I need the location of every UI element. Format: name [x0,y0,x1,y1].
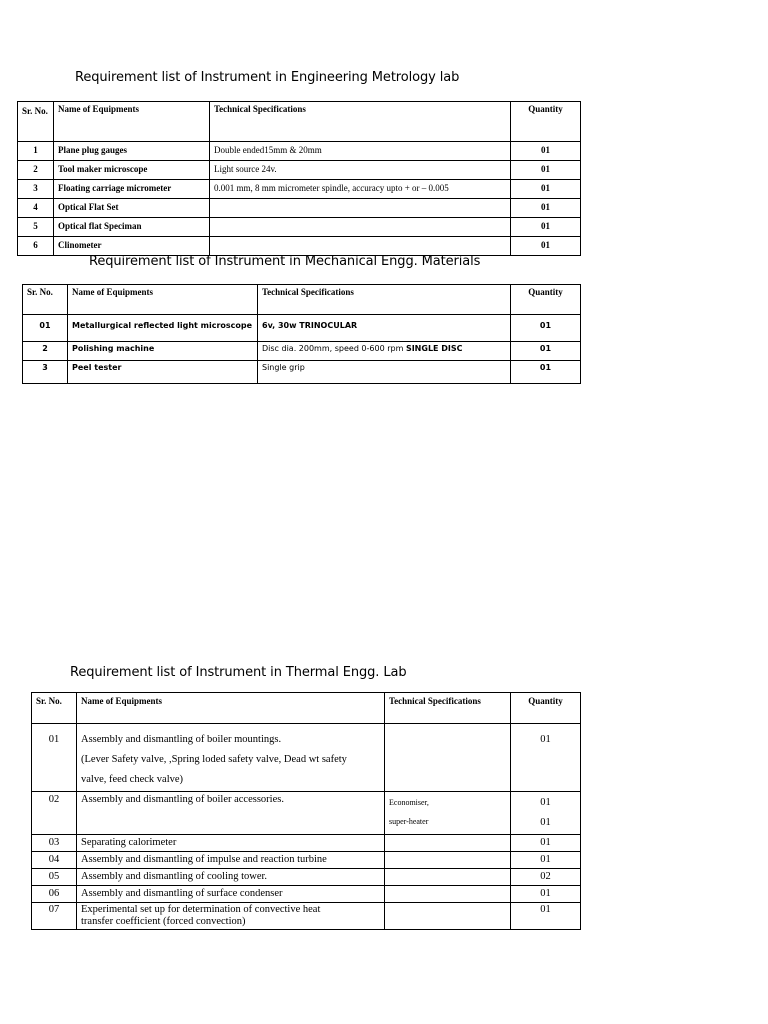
table-row [32,869,581,886]
cell-sr: 2 [23,342,68,361]
cell-spec [385,724,511,792]
table-header-row [18,102,581,142]
cell-name: Floating carriage micrometer [54,180,210,199]
cell-sr: 03 [32,835,77,852]
cell-name-line: transfer coefficient (forced convection) [81,916,246,927]
cell-name: Peel tester [68,361,258,384]
cell-qty: 02 [511,869,581,886]
cell-qty-line: 01 [540,797,551,808]
cell-sr: 6 [18,237,54,256]
table-row [18,180,581,199]
cell-qty: 01 [511,361,581,384]
cell-sr: 07 [32,903,77,930]
header-name: Name of Equipments [77,693,385,724]
cell-qty: 01 [511,142,581,161]
cell-qty: 01 [511,199,581,218]
cell-sr: 2 [18,161,54,180]
cell-sr: 05 [32,869,77,886]
cell-qty: 01 [511,903,581,930]
cell-qty: 01 [511,161,581,180]
thermal-table [31,692,581,930]
cell-sr: 1 [18,142,54,161]
cell-name: Optical flat Speciman [54,218,210,237]
cell-spec-line: Economiser, [389,798,429,807]
materials-title: Requirement list of Instrument in Mechanical Engg. Materials [89,254,481,269]
table-row [18,218,581,237]
cell-qty: 01 [511,180,581,199]
cell-name: Tool maker microscope [54,161,210,180]
cell-name [77,724,385,792]
cell-qty: 01 [511,315,581,342]
cell-name: Separating calorimeter [77,835,385,852]
cell-spec-text: Disc dia. 200mm, speed 0-600 rpm [262,344,404,353]
table-header-row [32,693,581,724]
cell-name: Clinometer [54,237,210,256]
table-row [23,315,581,342]
header-spec: Technical Specifications [210,102,511,142]
cell-spec [385,886,511,903]
cell-qty: 01 [511,342,581,361]
cell-spec: 0.001 mm, 8 mm micrometer spindle, accuracy upto + or – 0.005 [210,180,511,199]
cell-spec: Light source 24v. [210,161,511,180]
header-qty: Quantity [511,285,581,315]
cell-spec-line: super-heater [389,817,429,826]
cell-spec [210,237,511,256]
header-name: Name of Equipments [54,102,210,142]
header-sr-no: Sr. No. [18,102,54,142]
cell-name-line: valve, feed check valve) [81,774,184,785]
header-qty: Quantity [511,102,581,142]
table-row [23,342,581,361]
cell-name: Metallurgical reflected light microscope [68,315,258,342]
cell-name: Assembly and dismantling of cooling tower. [77,869,385,886]
table-row [32,792,581,835]
cell-name: Assembly and dismantling of surface condenser [77,886,385,903]
cell-name: Plane plug gauges [54,142,210,161]
cell-sr: 4 [18,199,54,218]
header-spec: Technical Specifications [258,285,511,315]
cell-spec [385,835,511,852]
cell-spec-bold: SINGLE DISC [405,344,463,353]
cell-name-line: Experimental set up for determination of convective heat [81,904,321,915]
cell-qty: 01 [511,835,581,852]
table-row [32,724,581,792]
cell-qty: 01 [511,886,581,903]
cell-qty [511,792,581,835]
table-row [18,199,581,218]
table-row [32,903,581,930]
table-row [32,835,581,852]
cell-name-line: (Lever Safety valve, ,Spring loded safety valve, Dead wt safety [81,754,347,765]
table-header-row [23,285,581,315]
table-row [18,142,581,161]
cell-sr: 5 [18,218,54,237]
metrology-table [17,101,581,256]
cell-sr: 01 [23,315,68,342]
header-qty: Quantity [511,693,581,724]
table-row [32,852,581,869]
metrology-title: Requirement list of Instrument in Engineering Metrology lab [75,70,460,85]
cell-sr: 3 [23,361,68,384]
cell-qty-line: 01 [540,817,551,828]
cell-name: Polishing machine [68,342,258,361]
header-name: Name of Equipments [68,285,258,315]
cell-name [77,903,385,930]
cell-name: Optical Flat Set [54,199,210,218]
cell-spec: 6v, 30w TRINOCULAR [258,315,511,342]
cell-sr: 04 [32,852,77,869]
thermal-title: Requirement list of Instrument in Thermal Engg. Lab [70,665,407,680]
cell-sr: 02 [32,792,77,835]
cell-spec [385,869,511,886]
cell-qty: 01 [511,218,581,237]
cell-spec [385,903,511,930]
cell-spec [258,342,511,361]
cell-sr: 06 [32,886,77,903]
cell-spec [385,792,511,835]
cell-spec [210,218,511,237]
table-row [23,361,581,384]
cell-qty: 01 [511,852,581,869]
cell-spec [385,852,511,869]
table-row [32,886,581,903]
cell-spec: Single grip [258,361,511,384]
header-sr-no: Sr. No. [32,693,77,724]
cell-sr: 3 [18,180,54,199]
materials-table [22,284,581,384]
cell-spec [210,199,511,218]
cell-name: Assembly and dismantling of impulse and reaction turbine [77,852,385,869]
cell-qty: 01 [511,237,581,256]
cell-name-line: Assembly and dismantling of boiler mountings. [81,734,282,745]
table-row [18,237,581,256]
cell-sr: 01 [32,724,77,792]
header-spec: Technical Specifications [385,693,511,724]
header-sr-no: Sr. No. [23,285,68,315]
cell-qty: 01 [511,724,581,792]
cell-spec: Double ended15mm & 20mm [210,142,511,161]
table-row [18,161,581,180]
cell-name: Assembly and dismantling of boiler accessories. [77,792,385,835]
